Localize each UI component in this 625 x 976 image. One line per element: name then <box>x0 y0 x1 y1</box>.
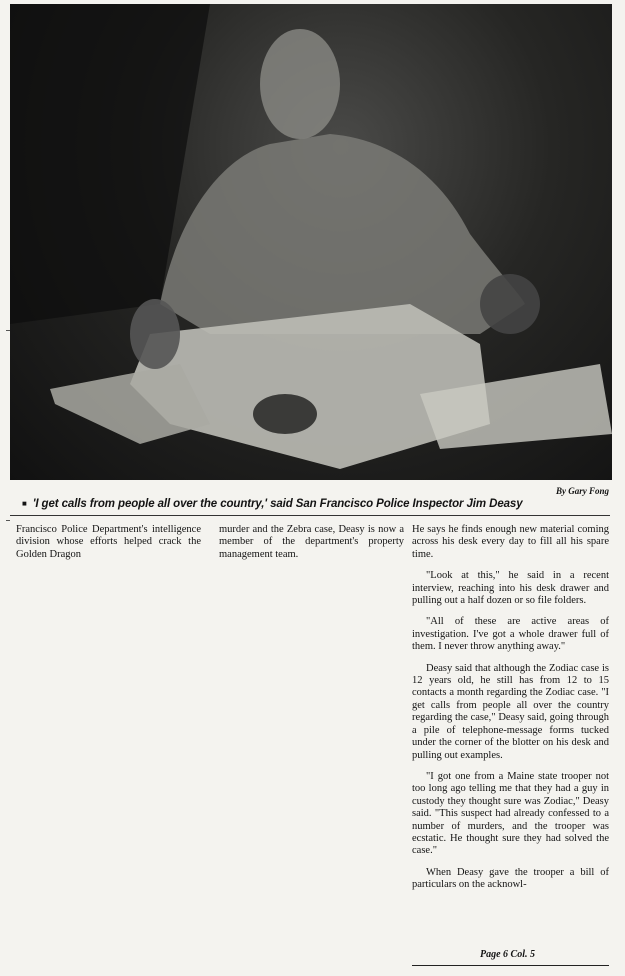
article-paragraph: When Deasy gave the trooper a bill of particulars on the acknowl- <box>412 866 609 891</box>
article-paragraph: "All of these are active areas of investigation. I've got a whole drawer full of them. I never throw anything away." <box>412 616 609 653</box>
photo-illustration <box>10 4 612 480</box>
photo-credit: By Gary Fong <box>555 486 609 496</box>
article-column-3 <box>412 524 609 901</box>
margin-mark <box>6 330 10 331</box>
continuation-line: Page 6 Col. 5 <box>480 949 535 960</box>
photo-caption <box>22 498 612 510</box>
column-end-rule <box>412 965 609 966</box>
article-paragraph: Deasy said that although the Zodiac case is 12 years old, he still has from 12 to 15 contacts a month regarding the Zodiac case. "I get calls from people all over the country regarding the case," Deasy said, going through a pile of telephone-message forms tucked under the corner of the blotter on his desk and pulling out examples. <box>412 662 609 761</box>
news-photo <box>10 4 612 480</box>
margin-mark <box>6 520 10 521</box>
article-paragraph: "I got one from a Maine state trooper not too long ago telling me that they had a guy in custody they thought sure was Zodiac," Deasy said. "This suspect had already confessed to a number of murders, and the trooper was ecstatic. He thought sure they had solved the case." <box>412 770 609 857</box>
article-column-2 <box>219 524 404 570</box>
caption-divider <box>10 515 610 516</box>
article-paragraph: Francisco Police Department's intelligence division whose efforts helped crack the Golden Dragon <box>16 524 201 560</box>
caption-bullet-icon: ■ <box>22 499 27 509</box>
article-paragraph: murder and the Zebra case, Deasy is now a member of the department's property management team. <box>219 524 404 560</box>
article-paragraph: He says he finds enough new material coming across his desk every day to fill all his spare time. <box>412 524 609 560</box>
article-paragraph: "Look at this," he said in a recent interview, reaching into his desk drawer and pulling out a half dozen or so file folders. <box>412 570 609 607</box>
caption-text: 'I get calls from people all over the country,' said San Francisco Police Inspector Jim Deasy <box>32 498 523 510</box>
article-column-1 <box>16 524 201 570</box>
